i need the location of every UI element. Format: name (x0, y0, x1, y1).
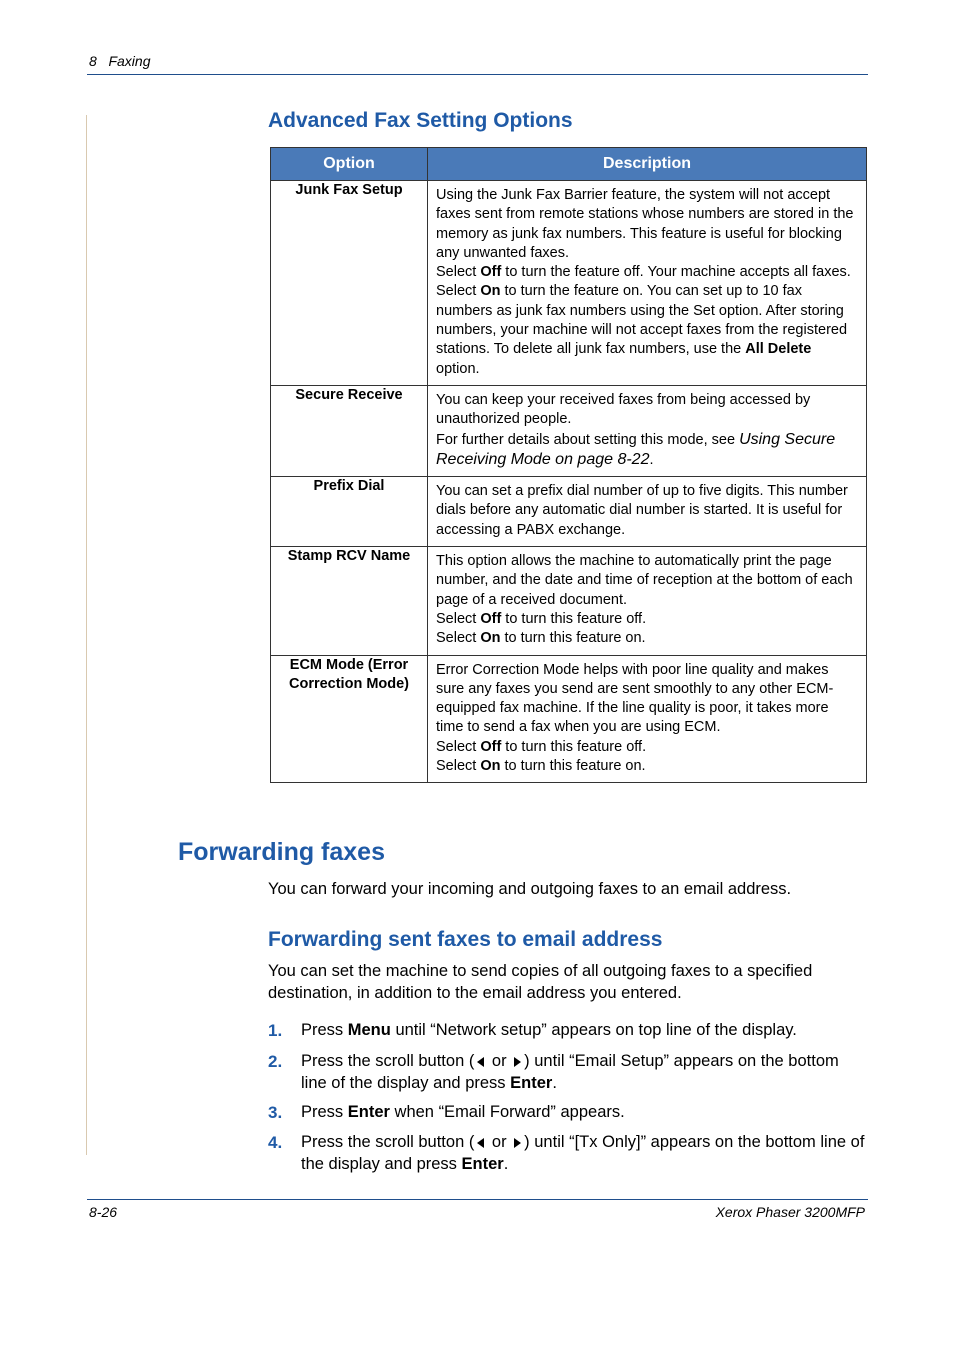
step-number: 2. (268, 1052, 283, 1071)
table-row (271, 655, 867, 783)
table-row (271, 385, 867, 476)
step-number: 3. (268, 1103, 283, 1122)
option-name: ECM Mode (Error Correction Mode) (271, 655, 428, 783)
footer-rule (87, 1199, 868, 1200)
scroll-left-icon (477, 1057, 484, 1067)
option-description (428, 655, 867, 783)
table-row (271, 181, 867, 386)
description-text: Select Off to turn this feature off. (436, 738, 647, 755)
options-table (270, 147, 867, 783)
table-row (271, 547, 867, 655)
page-number: 8-26 (89, 1204, 118, 1220)
description-text: Using the Junk Fax Barrier feature, the system will not accept faxes sent from remote stations whose numbers are stored in the memory as junk fax numbers. This feature is useful for blocking any unwanted faxes. (436, 187, 854, 261)
chapter-number: 8 (89, 53, 97, 69)
scroll-left-icon (477, 1138, 484, 1148)
forwarding-sent-heading: Forwarding sent faxes to email address (268, 928, 663, 951)
step-number: 4. (268, 1133, 283, 1152)
description-text: Error Correction Mode helps with poor line quality and makes sure any faxes you send are sent smoothly to any other ECM-equipped fax machine. If the line quality is poor, it takes more time to send a fax when you are using ECM. (436, 661, 834, 736)
header-rule (87, 74, 868, 75)
option-description (428, 477, 867, 547)
table-row (271, 477, 867, 547)
description-text: Select On to turn this feature on. (436, 758, 646, 775)
step-number: 1. (268, 1021, 283, 1040)
step-item (268, 1051, 868, 1094)
chapter-title: Faxing (108, 53, 151, 69)
description-text: Select Off to turn this feature off. (436, 610, 647, 627)
step-item (268, 1102, 868, 1124)
table-header-row (271, 148, 867, 181)
running-header (89, 53, 151, 69)
description-text: This option allows the machine to automatically print the page number, and the date and time of reception at the bottom of each page of a received document. (436, 553, 853, 608)
margin-line (86, 115, 87, 1155)
scroll-right-icon (514, 1138, 521, 1148)
step-text: Press the scroll button ( or ) until “[Tx Only]” appears on the bottom line of the display and press Enter. (301, 1133, 865, 1173)
scroll-right-icon (514, 1057, 521, 1067)
description-text: Select On to turn this feature on. (436, 630, 646, 647)
option-name: Secure Receive (271, 385, 428, 476)
advanced-options-heading: Advanced Fax Setting Options (268, 109, 573, 132)
description-text: You can set a prefix dial number of up to five digits. This number dials before any automatic dial number is started. It is useful for accessing a PABX exchange. (436, 483, 848, 538)
step-item (268, 1132, 868, 1175)
product-name: Xerox Phaser 3200MFP (715, 1204, 865, 1220)
step-text: Press the scroll button ( or ) until “Email Setup” appears on the bottom line of the display and press Enter. (301, 1052, 839, 1092)
forwarding-intro: You can forward your incoming and outgoing faxes to an email address. (268, 880, 792, 898)
step-text: Press Enter when “Email Forward” appears. (301, 1103, 625, 1121)
description-text: You can keep your received faxes from being accessed by unauthorized people. (436, 391, 811, 428)
description-text: For further details about setting this mode, see Using Secure Receiving Mode on page 8-22. (436, 430, 836, 468)
forwarding-heading: Forwarding faxes (178, 838, 385, 866)
forwarding-sent-intro: You can set the machine to send copies of all outgoing faxes to a specified destination, in addition to the email address you entered. (268, 962, 813, 1002)
step-item (268, 1020, 868, 1042)
description-text: Select On to turn the feature on. You can set up to 10 fax numbers as junk fax numbers using the Set option. After storing numbers, your machine will not accept faxes from the registered stations. To delete all junk fax numbers, use the All Delete option. (436, 283, 848, 377)
option-name: Stamp RCV Name (271, 547, 428, 655)
option-name: Junk Fax Setup (271, 181, 428, 386)
description-text: Select Off to turn the feature off. Your machine accepts all faxes. (436, 264, 851, 281)
cross-reference-link[interactable]: Using Secure Receiving Mode on page 8-22 (436, 430, 836, 468)
step-text: Press Menu until “Network setup” appears on top line of the display. (301, 1021, 797, 1039)
option-description (428, 547, 867, 655)
option-description (428, 181, 867, 386)
column-header-option: Option (271, 148, 428, 181)
option-description (428, 385, 867, 476)
option-name: Prefix Dial (271, 477, 428, 547)
column-header-description: Description (428, 148, 867, 181)
